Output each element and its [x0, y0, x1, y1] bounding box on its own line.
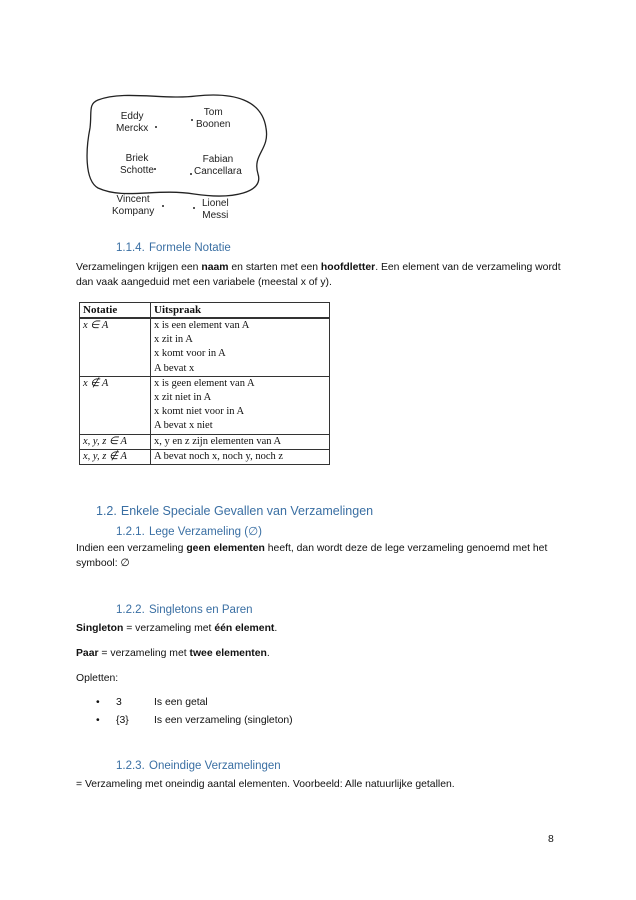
paragraph-opletten: Opletten:	[76, 673, 119, 684]
section-title: Enkele Speciale Gevallen van Verzamelingen	[120, 504, 374, 518]
bullet-description: Is een getal	[154, 697, 208, 708]
section-title: Singletons en Paren	[149, 604, 253, 616]
notation-cell: x ∉ A	[80, 376, 151, 434]
table-row	[80, 434, 330, 449]
paragraph-oneindig: = Verzameling met oneindig aantal elementen. Voorbeeld: Alle natuurlijke getallen.	[76, 779, 455, 790]
section-heading	[116, 760, 281, 772]
notation-cell: x, y, z ∈ A	[80, 434, 151, 449]
element-dot	[193, 207, 195, 209]
section-number: 1.1.4.	[116, 242, 145, 254]
bullet-description: Is een verzameling (singleton)	[154, 715, 293, 726]
section-title: Oneindige Verzamelingen	[149, 760, 281, 772]
section-number: 1.2.2.	[116, 604, 145, 616]
section-heading	[116, 524, 262, 538]
element-label: Tom Boonen	[196, 107, 231, 130]
bullet-value: 3	[116, 697, 122, 708]
bullet-value: {3}	[116, 715, 129, 726]
notation-table	[79, 302, 330, 465]
section-title: Lege Verzameling (∅)	[149, 526, 262, 538]
pronunciation-cell: x is een element van A x zit in A x komt voor in A A bevat x	[151, 318, 330, 376]
element-dot	[162, 205, 164, 207]
table-header: Uitspraak	[151, 303, 330, 319]
pronunciation-cell: A bevat noch x, noch y, noch z	[151, 449, 330, 464]
paragraph-singleton: Singleton = verzameling met één element.	[76, 623, 278, 634]
section-number: 1.2.	[96, 504, 117, 518]
bullet-icon: •	[96, 697, 100, 708]
element-label: Fabian Cancellara	[194, 154, 242, 177]
table-row	[80, 376, 330, 434]
element-dot	[155, 126, 157, 128]
paragraph-paar: Paar = verzameling met twee elementen.	[76, 648, 270, 659]
element-dot	[154, 168, 156, 170]
table-row	[80, 318, 330, 376]
section-number: 1.2.3.	[116, 760, 145, 772]
section-title: Formele Notatie	[149, 242, 231, 254]
element-dot	[190, 173, 192, 175]
section-heading	[116, 242, 231, 254]
element-label: Briek Schotte	[120, 153, 154, 176]
table-header: Notatie	[80, 303, 151, 319]
section-heading	[116, 604, 253, 616]
element-label: Eddy Merckx	[116, 111, 149, 134]
element-label: Lionel Messi	[202, 198, 229, 221]
section-heading-main	[96, 504, 373, 518]
paragraph-lege-verzameling: Indien een verzameling geen elementen heeft, dan wordt deze de lege verzameling genoemd met het symbool: ∅	[76, 543, 548, 569]
pronunciation-cell: x, y en z zijn elementen van A	[151, 434, 330, 449]
notation-cell: x ∈ A	[80, 318, 151, 376]
element-label: Vincent Kompany	[112, 194, 155, 217]
table-header-row	[80, 303, 330, 319]
element-dot	[191, 119, 193, 121]
pronunciation-cell: x is geen element van A x zit niet in A x komt niet voor in A A bevat x niet	[151, 376, 330, 434]
set-diagram	[84, 88, 284, 228]
bullet-icon: •	[96, 715, 100, 726]
table-row	[80, 449, 330, 464]
notation-cell: x, y, z ∉ A	[80, 449, 151, 464]
paragraph-formele-notatie: Verzamelingen krijgen een naam en starten met een hoofdletter. Een element van de verzameling wordt dan vaak aangeduid met een variabele (meestal x of y).	[76, 262, 561, 288]
page-number: 8	[548, 834, 554, 845]
section-number: 1.2.1.	[116, 526, 145, 538]
